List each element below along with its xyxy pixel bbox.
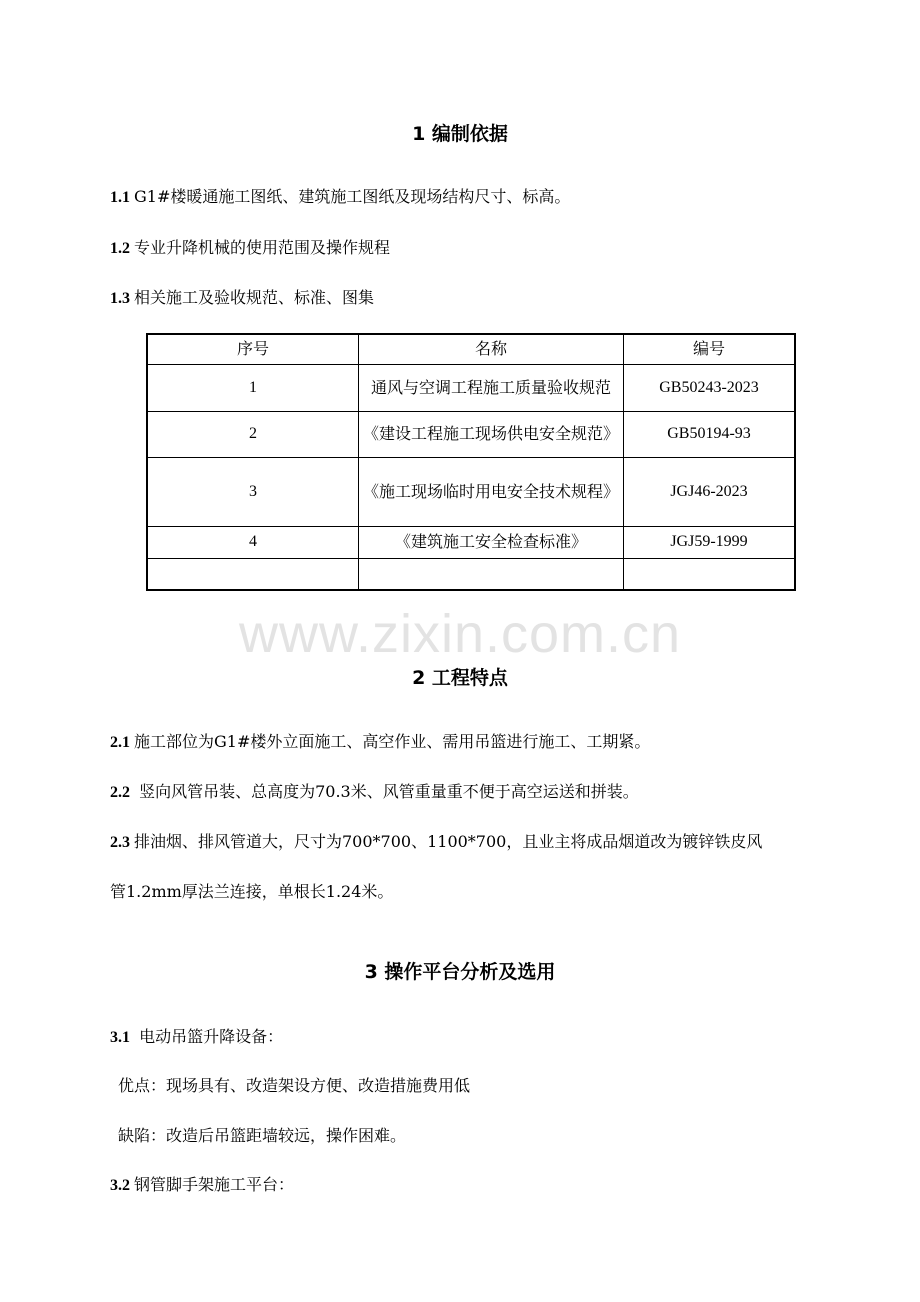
item-2-3-cont	[110, 879, 393, 902]
table-cell: 2	[147, 411, 359, 457]
item-text: 缺陷：改造后吊篮距墙较远，操作困难。	[118, 1126, 407, 1145]
item-1-3	[110, 285, 374, 308]
item-text: 竖向风管吊装、总高度为70.3米、风管重量重不便于高空运送和拼装。	[134, 782, 639, 801]
item-3-2	[110, 1172, 294, 1195]
item-number: 2.2	[110, 784, 130, 801]
disadvantages-line	[118, 1123, 406, 1146]
item-number: 2.3	[110, 834, 130, 851]
table-cell: GB50194-93	[624, 411, 796, 457]
header-cell: 序号	[147, 334, 359, 364]
section-3-title: 3 操作平台分析及选用	[364, 961, 556, 983]
table-cell	[624, 558, 796, 590]
section-1-title: 1 编制依据	[412, 123, 508, 145]
item-1-2	[110, 235, 390, 258]
item-2-1	[110, 729, 650, 752]
item-number: 1.1	[110, 189, 130, 206]
table-cell: 《建筑施工安全检查标准》	[359, 526, 624, 558]
advantages-line	[118, 1073, 470, 1096]
item-number: 1.3	[110, 290, 130, 307]
item-number: 2.1	[110, 734, 130, 751]
item-number: 1.2	[110, 240, 130, 257]
item-text: 排油烟、排风管道大，尺寸为700*700、1100*700，且业主将成品烟道改为镀锌铁皮风	[134, 832, 763, 851]
item-2-2	[110, 779, 639, 802]
table-cell: JGJ46-2023	[624, 457, 796, 526]
table-row	[147, 364, 795, 411]
table-cell: JGJ59-1999	[624, 526, 796, 558]
item-number: 3.2	[110, 1177, 130, 1194]
item-1-1	[110, 184, 570, 207]
watermark: www.zixin.com.cn	[238, 604, 682, 664]
table-cell: 4	[147, 526, 359, 558]
section-2-title: 2 工程特点	[412, 667, 508, 689]
item-2-3	[110, 829, 762, 852]
table-cell: 1	[147, 364, 359, 411]
item-3-1	[110, 1024, 283, 1047]
item-text: 专业升降机械的使用范围及操作规程	[134, 238, 391, 257]
table-cell: 《建设工程施工现场供电安全规范》	[359, 411, 624, 457]
item-text: 钢管脚手架施工平台：	[134, 1175, 295, 1194]
item-text: 施工部位为G1#楼外立面施工、高空作业、需用吊篮进行施工、工期紧。	[134, 732, 651, 751]
table-row	[147, 526, 795, 558]
standards-table	[146, 333, 796, 591]
table-header-row	[147, 334, 795, 364]
table-cell: 3	[147, 457, 359, 526]
item-text: 管1.2mm厚法兰连接，单根长1.24米。	[110, 882, 394, 901]
item-text: 相关施工及验收规范、标准、图集	[134, 288, 375, 307]
table-row	[147, 457, 795, 526]
item-number: 3.1	[110, 1029, 130, 1046]
table-cell: GB50243-2023	[624, 364, 796, 411]
table-row	[147, 411, 795, 457]
item-text: 优点：现场具有、改造架设方便、改造措施费用低	[118, 1076, 471, 1095]
table-cell: 《施工现场临时用电安全技术规程》	[359, 457, 624, 526]
header-cell: 编号	[624, 334, 796, 364]
table-cell: 通风与空调工程施工质量验收规范	[359, 364, 624, 411]
item-text: 电动吊篮升降设备：	[134, 1027, 284, 1046]
table-row	[147, 558, 795, 590]
header-cell: 名称	[359, 334, 624, 364]
item-text: G1#楼暖通施工图纸、建筑施工图纸及现场结构尺寸、标高。	[134, 187, 571, 206]
table-cell	[359, 558, 624, 590]
table-cell	[147, 558, 359, 590]
